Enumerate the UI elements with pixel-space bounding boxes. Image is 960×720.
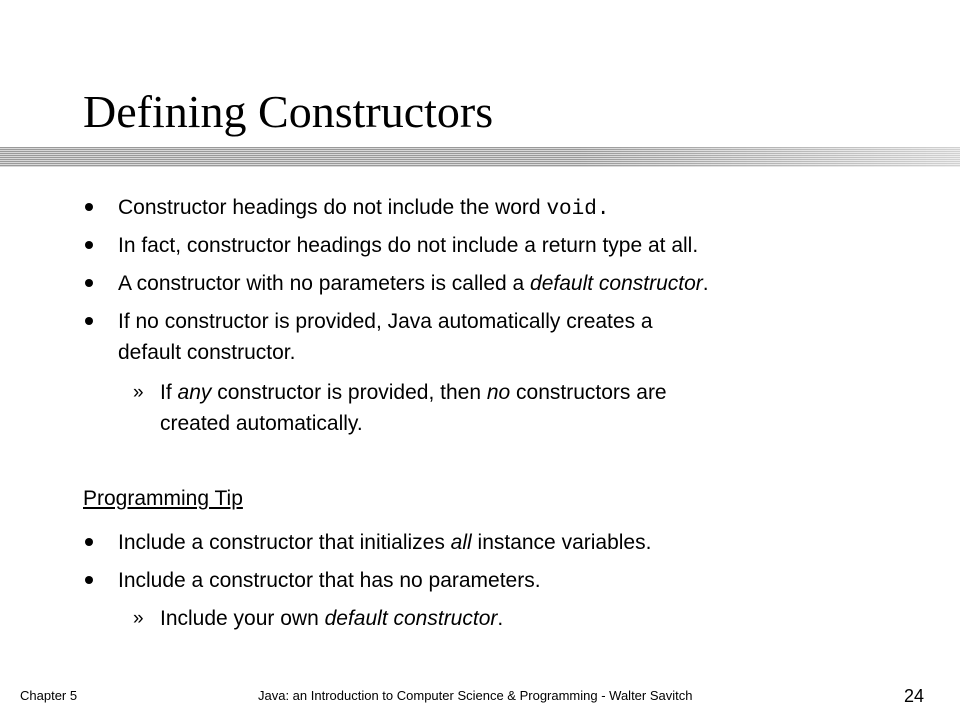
text-run: Constructor headings do not include the word (118, 196, 547, 219)
sub-bullet-text-line2: created automatically. (160, 412, 363, 435)
text-run: instance variables. (471, 531, 652, 554)
title-divider-fade (0, 147, 960, 167)
text-run: . (596, 198, 610, 221)
text-run: Include your own (160, 607, 325, 630)
bullet-dot (85, 241, 93, 249)
tip-heading: Programming Tip (83, 487, 243, 510)
footer-chapter: Chapter 5 (20, 688, 78, 703)
bullet-dot (85, 317, 93, 325)
bullet-text (118, 193, 609, 224)
footer-course: Java: an Introduction to Computer Science & Programming - Walter Savitch (258, 688, 693, 703)
slide-title: Defining Constructors (83, 86, 494, 137)
tip-bullet-text: Include a constructor that has no parameters. (118, 569, 541, 592)
emphasis: no (486, 381, 511, 404)
bullet-dot (85, 203, 93, 211)
text-run: If (160, 381, 178, 404)
bullet-text: In fact, constructor headings do not include a return type at all. (118, 234, 699, 257)
emphasis: any (177, 381, 212, 404)
sub-bullet-marker: » (133, 608, 144, 629)
bullet-text-line1: If no constructor is provided, Java automatically creates a (118, 310, 653, 333)
bullet-dot (85, 279, 93, 287)
emphasis: all (450, 531, 472, 554)
sub-bullet-text-line1 (160, 378, 667, 407)
bullet-dot (85, 538, 93, 546)
text-run: . (702, 272, 709, 295)
tip-bullet-text (118, 528, 651, 557)
text-run: constructor is provided, then (211, 381, 487, 404)
emphasis: default constructor (530, 272, 703, 295)
text-run: A constructor with no parameters is called a (118, 272, 531, 295)
text-run: Include a constructor that initializes (118, 531, 451, 554)
sub-bullet-text (160, 604, 503, 633)
text-run: . (497, 607, 504, 630)
text-run: constructors are (510, 381, 667, 404)
bullet-text-line2: default constructor. (118, 341, 296, 364)
code-void: void (546, 198, 597, 221)
bullet-dot (85, 576, 93, 584)
bullet-text (118, 269, 709, 298)
sub-bullet-marker: » (133, 382, 144, 403)
emphasis: default constructor (324, 607, 498, 630)
page-number: 24 (904, 686, 925, 706)
